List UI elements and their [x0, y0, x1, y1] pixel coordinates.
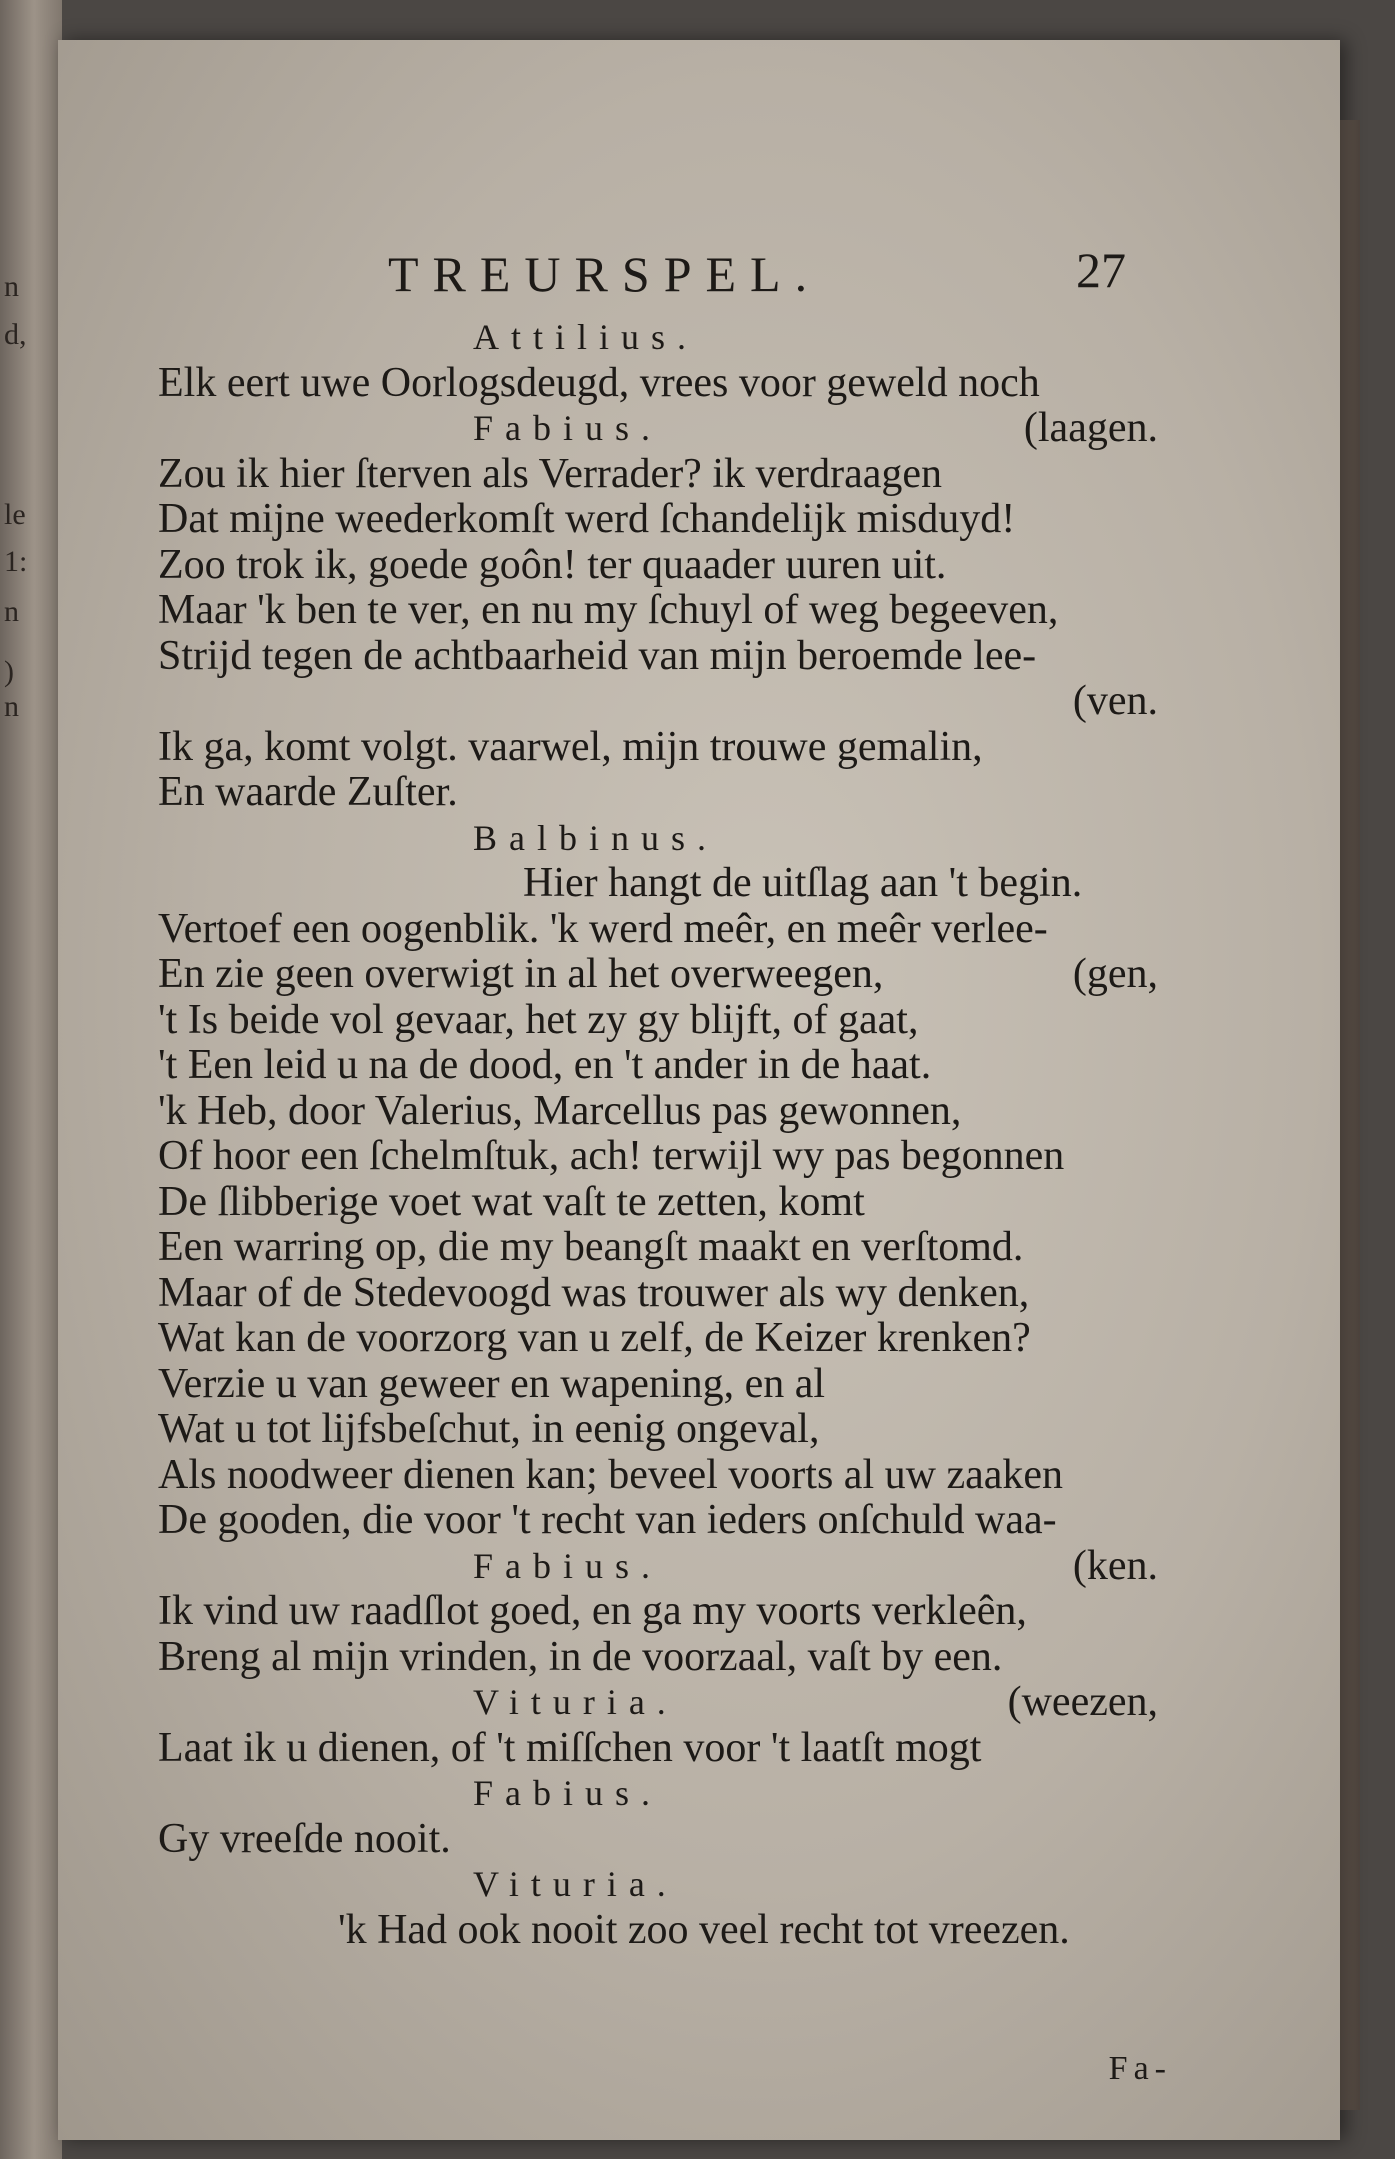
line-text: Maar 'k ben te ver, en nu my ſchuyl of weg begeeven, — [158, 587, 1059, 633]
turnover-text: (gen, — [1072, 951, 1158, 997]
verse-lines — [158, 315, 1168, 1953]
speaker-name — [158, 406, 1168, 452]
verse-line — [158, 1271, 1168, 1317]
line-text: Ik vind uw raadſlot goed, en ga my voorts verkleên, — [158, 1588, 1027, 1634]
line-text: Ik ga, komt volgt. vaarwel, mijn trouwe gemalin, — [158, 723, 983, 770]
speaker-name — [158, 1680, 1168, 1726]
line-text: Als noodweer dienen kan; beveel voorts al uw zaaken — [158, 1451, 1064, 1498]
facing-page-edge — [0, 0, 62, 2159]
turnover-text: (laagen. — [1023, 405, 1158, 451]
line-text: Laat ik u dienen, of 't miſſchen voor 't laatſt mogt — [158, 1724, 982, 1771]
verse-line — [158, 497, 1168, 543]
line-text: Hier hangt de uitſlag aan 't begin. — [523, 860, 1083, 906]
verse-line — [158, 1453, 1168, 1499]
verse-line — [158, 907, 1168, 953]
line-text: Balbinus. — [473, 817, 719, 858]
verse-line — [158, 861, 1168, 907]
verse-line — [158, 1498, 1168, 1544]
verse-line — [158, 1225, 1168, 1271]
line-text: De ſlibberige voet wat vaſt te zetten, komt — [158, 1178, 865, 1225]
verse-line — [158, 1180, 1168, 1226]
facing-page-fragment: le — [4, 498, 26, 531]
verse-line — [158, 634, 1168, 680]
line-text: Elk eert uwe Oorlogsdeugd, vrees voor geweld noch — [158, 359, 1040, 406]
line-text: 't Een leid u na de dood, en 't ander in de haat. — [158, 1042, 932, 1088]
verse-line — [158, 543, 1168, 589]
line-text: Vertoef een oogenblik. 'k werd meêr, en meêr verlee- — [158, 905, 1048, 952]
verse-line — [158, 725, 1168, 771]
running-head — [158, 242, 1168, 315]
verse-line — [158, 1407, 1168, 1453]
verse-line — [158, 1043, 1168, 1089]
verse-line — [158, 1134, 1168, 1180]
verse-line — [158, 952, 1168, 998]
facing-page-fragment: ) — [4, 655, 14, 688]
line-text: En waarde Zuſter. — [158, 769, 458, 815]
book-page — [58, 40, 1340, 2140]
line-text: Wat kan de voorzorg van u zelf, de Keizer krenken? — [158, 1315, 1031, 1361]
line-text: Fabius. — [473, 1545, 663, 1586]
verse-line — [158, 1362, 1168, 1408]
verse-line — [158, 1635, 1168, 1681]
verse-line — [158, 998, 1168, 1044]
line-text: Vituria. — [473, 1682, 678, 1722]
line-text: Breng al mijn vrinden, in de voorzaal, vaſt by een. — [158, 1633, 1003, 1680]
line-text: Of hoor een ſchelmſtuk, ach! terwijl wy pas begonnen — [158, 1133, 1065, 1179]
line-text: Gy vreeſde nooit. — [158, 1815, 451, 1862]
verse-line — [158, 1726, 1168, 1772]
verse-line — [158, 1589, 1168, 1635]
verse-line — [158, 452, 1168, 498]
line-text: Maar of de Stedevoogd was trouwer als wy denken, — [158, 1269, 1030, 1316]
speaker-name — [158, 1862, 1168, 1908]
facing-page-fragment: n — [4, 595, 19, 628]
turnover-line — [158, 679, 1168, 725]
verse-line — [158, 770, 1168, 816]
verse-line — [158, 1316, 1168, 1362]
line-text: Vituria. — [473, 1864, 678, 1904]
line-text: 't Is beide vol gevaar, het zy gy blijft, of gaat, — [158, 996, 919, 1043]
facing-page-fragment: n — [4, 690, 19, 723]
running-title: TREURSPEL. — [388, 246, 822, 302]
catchword: Fa- — [1108, 2050, 1172, 2087]
line-text: 'k Heb, door Valerius, Marcellus pas gewonnen, — [158, 1087, 962, 1134]
line-text: Fabius. — [473, 408, 663, 448]
line-text: 'k Had ook nooit zoo veel recht tot vreezen. — [338, 1906, 1070, 1953]
page-number: 27 — [1076, 242, 1126, 298]
verse-line — [158, 361, 1168, 407]
verse-line — [158, 1089, 1168, 1135]
facing-page-fragment: 1: — [4, 545, 28, 578]
speaker-name — [158, 1544, 1168, 1590]
verse-line — [158, 1908, 1168, 1954]
speaker-name — [158, 816, 1168, 862]
text-block — [158, 242, 1172, 2087]
line-text: Zou ik hier ſterven als Verrader? ik verdraagen — [158, 450, 943, 497]
turnover-text: (weezen, — [1007, 1679, 1158, 1725]
line-text: Attilius. — [473, 317, 699, 357]
verse-line — [158, 588, 1168, 634]
turnover-text: (ven. — [1072, 678, 1158, 724]
speaker-name — [158, 1771, 1168, 1817]
facing-page-fragment: d, — [4, 318, 27, 351]
line-text: Dat mijne weederkomſt werd ſchandelijk misduyd! — [158, 496, 1016, 542]
turnover-text: (ken. — [1072, 1542, 1158, 1589]
line-text: Fabius. — [473, 1773, 663, 1813]
line-text: En zie geen overwigt in al het overweegen, — [158, 951, 884, 997]
line-text: Strijd tegen de achtbaarheid van mijn beroemde lee- — [158, 632, 1037, 679]
line-text: Wat u tot lijfsbeſchut, in eenig ongeval, — [158, 1406, 820, 1452]
speaker-name — [158, 315, 1168, 361]
line-text: Verzie u van geweer en wapening, en al — [158, 1360, 826, 1407]
line-text: Zoo trok ik, goede goôn! ter quaader uuren uit. — [158, 541, 947, 588]
line-text: Een warring op, die my beangſt maakt en verſtomd. — [158, 1224, 1024, 1270]
facing-page-fragment: n — [4, 270, 19, 303]
line-text: De gooden, die voor 't recht van ieders onſchuld waa- — [158, 1497, 1057, 1543]
verse-line — [158, 1817, 1168, 1863]
